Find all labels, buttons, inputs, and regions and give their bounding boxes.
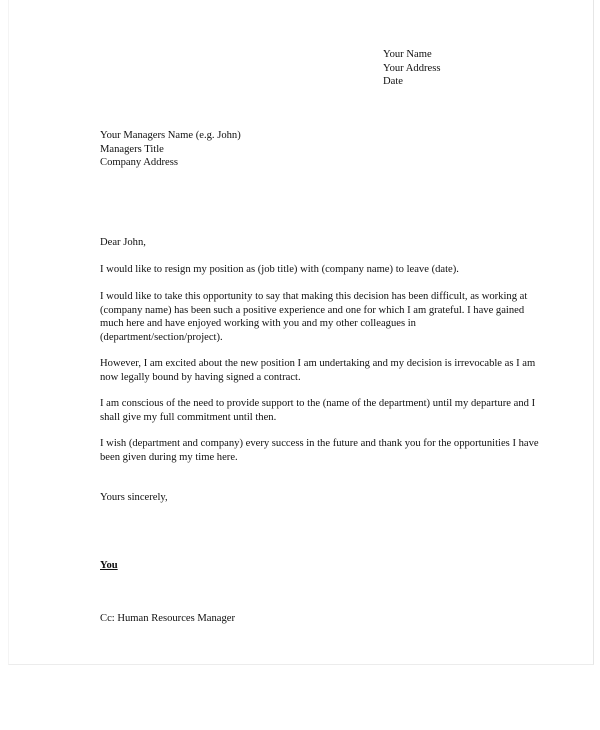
paragraph-5 <box>100 437 539 464</box>
sender-date: Date <box>383 76 403 87</box>
paragraph-line: (company name) has been such a positive experience and one for which I am grateful. I have gained <box>100 304 525 316</box>
paragraph-line: I would like to take this opportunity to say that making this decision has been difficult, as working at <box>100 291 528 302</box>
closing: Yours sincerely, <box>100 492 168 503</box>
paragraph-3 <box>100 357 535 384</box>
recipient-address: Company Address <box>100 157 178 168</box>
recipient-title: Managers Title <box>100 143 164 155</box>
paragraph-line: I am conscious of the need to provide support to the (name of the department) until my departure and I <box>100 398 536 409</box>
paragraph-line: been given during my time here. <box>100 451 238 463</box>
recipient-address-block <box>100 129 241 170</box>
paragraph-2 <box>100 290 527 344</box>
paragraph-line: much here and have enjoyed working with you and my other colleagues in <box>100 318 416 329</box>
paragraph-line: I would like to resign my position as (job title) with (company name) to leave (date). <box>100 264 459 275</box>
sender-address: Your Address <box>383 62 441 74</box>
sender-address-block <box>383 48 441 89</box>
signature: You <box>100 560 118 571</box>
paragraph-line: (department/section/project). <box>100 331 223 343</box>
paragraph-4 <box>100 397 535 424</box>
paragraph-line: However, I am excited about the new position I am undertaking and my decision is irrevocable as I am <box>100 358 536 369</box>
paragraph-line: shall give my full commitment until then. <box>100 411 277 423</box>
salutation: Dear John, <box>100 237 146 248</box>
paragraph-1 <box>100 263 459 277</box>
letter-page <box>8 0 594 665</box>
paragraph-line: now legally bound by having signed a contract. <box>100 371 301 383</box>
sender-name: Your Name <box>383 49 432 60</box>
paragraph-line: I wish (department and company) every success in the future and thank you for the opportunities I have <box>100 438 539 449</box>
recipient-name: Your Managers Name (e.g. John) <box>100 130 241 141</box>
cc-line: Cc: Human Resources Manager <box>100 613 236 624</box>
